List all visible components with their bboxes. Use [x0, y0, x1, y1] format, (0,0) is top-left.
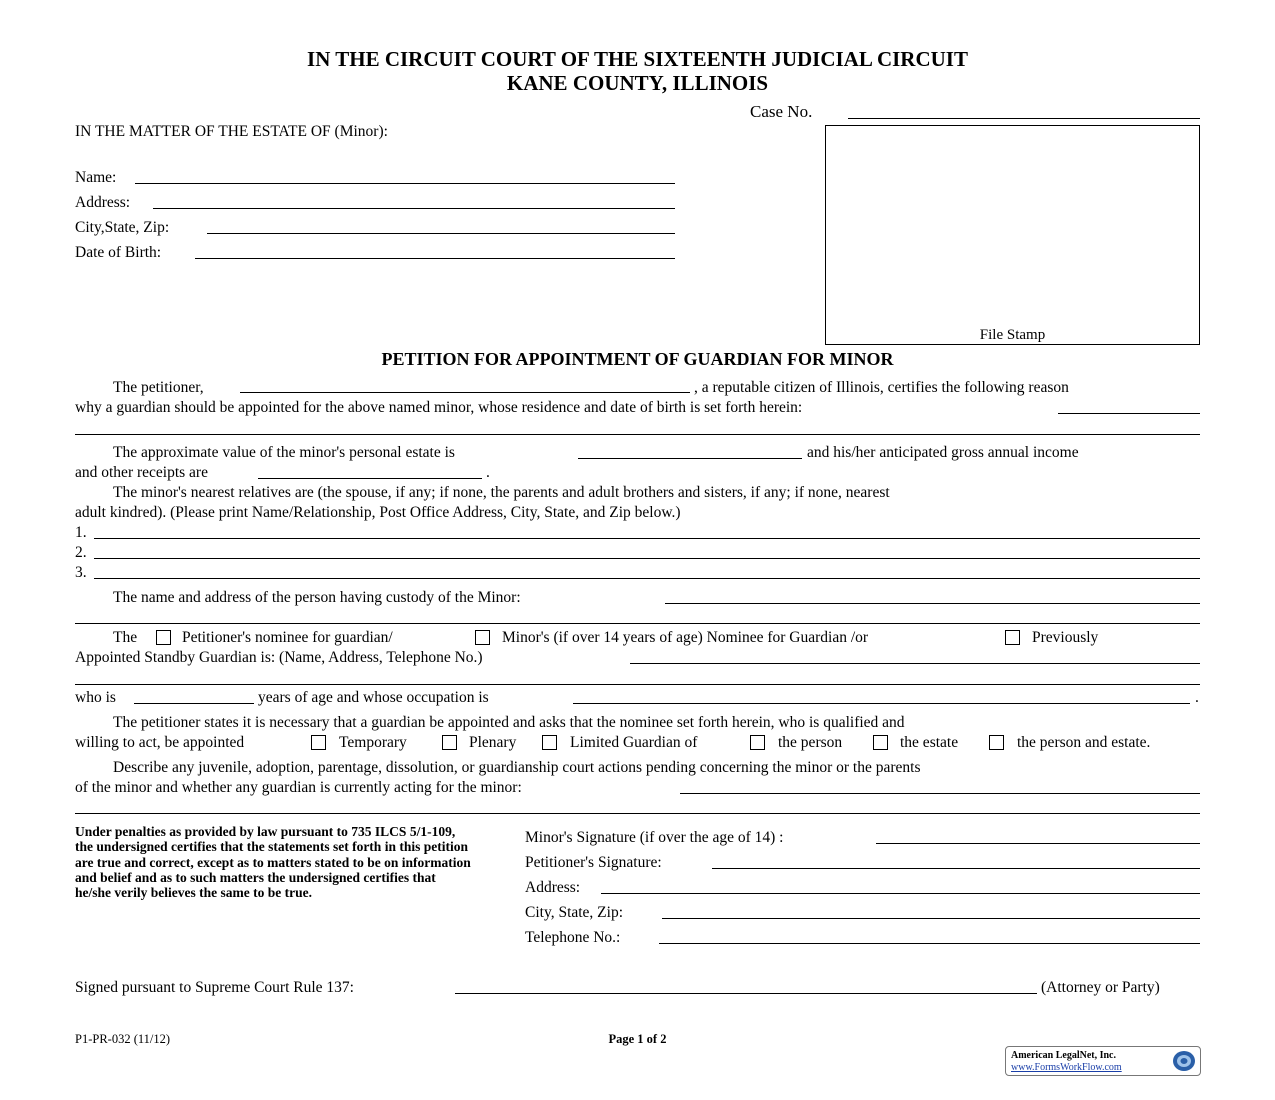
estate-value-text: The approximate value of the minor's personal estate is [113, 444, 455, 461]
globe-icon [1171, 1049, 1197, 1073]
custody-field-line2[interactable] [75, 623, 1200, 624]
signer-telephone-label: Telephone No.: [525, 929, 621, 946]
minor-signature-field[interactable] [876, 843, 1200, 844]
relative-3-number: 3. [75, 564, 87, 581]
nominee-the: The [113, 629, 138, 646]
receipts-text: and other receipts are [75, 464, 208, 481]
estate-value-field[interactable] [578, 458, 802, 459]
court-actions-field[interactable] [680, 793, 1200, 794]
limited-label: Limited Guardian of [570, 734, 698, 751]
logo-url-link[interactable]: www.FormsWorkFlow.com [1011, 1062, 1122, 1073]
signer-city-label: City, State, Zip: [525, 904, 624, 921]
receipts-period: . [486, 464, 490, 481]
temporary-checkbox[interactable] [311, 735, 326, 750]
reason-field[interactable] [1058, 413, 1200, 414]
estate-checkbox[interactable] [873, 735, 888, 750]
limited-checkbox[interactable] [542, 735, 557, 750]
relative-1-number: 1. [75, 524, 87, 541]
case-no-label: Case No. [750, 102, 813, 121]
who-is-text: who is [75, 689, 116, 706]
county-heading: KANE COUNTY, ILLINOIS [506, 71, 769, 95]
standby-guardian-label: Previously [1032, 629, 1099, 646]
petitioner-nominee-label: Petitioner's nominee for guardian/ [182, 629, 393, 646]
court-actions-text-cont: of the minor and whether any guardian is currently acting for the minor: [75, 779, 522, 796]
name-field[interactable] [135, 183, 675, 184]
dob-label: Date of Birth: [75, 244, 162, 261]
relatives-instructions: adult kindred). (Please print Name/Relationship, Post Office Address, City, State, and Zip below.) [75, 504, 681, 521]
dob-field[interactable] [195, 258, 675, 259]
signer-city-field[interactable] [662, 918, 1200, 919]
relative-3-field[interactable] [94, 578, 1200, 579]
necessity-text: The petitioner states it is necessary that a guardian be appointed and asks that the nominee set forth herein, who is qualified and [113, 714, 905, 731]
petitioner-text: The petitioner, [113, 379, 204, 396]
receipts-field[interactable] [258, 478, 482, 479]
case-no-field[interactable] [848, 118, 1200, 119]
custody-text: The name and address of the person having custody of the Minor: [113, 589, 521, 606]
occupation-text: years of age and whose occupation is [258, 689, 489, 706]
address-field[interactable] [153, 208, 675, 209]
rule-137-label: Signed pursuant to Supreme Court Rule 137: [75, 979, 354, 996]
relative-2-field[interactable] [94, 558, 1200, 559]
matter-heading: IN THE MATTER OF THE ESTATE OF (Minor): [75, 123, 388, 140]
nominee-age-field[interactable] [134, 703, 254, 704]
signer-address-field[interactable] [601, 893, 1200, 894]
minor-nominee-checkbox[interactable] [475, 630, 490, 645]
income-text: and his/her anticipated gross annual income [807, 444, 1079, 461]
attorney-or-party-label: (Attorney or Party) [1041, 979, 1160, 996]
reason-text: why a guardian should be appointed for the above named minor, whose residence and date of birth is set forth herein: [75, 399, 803, 416]
person-checkbox[interactable] [750, 735, 765, 750]
address-label: Address: [75, 194, 131, 211]
temporary-label: Temporary [339, 734, 407, 751]
relatives-text: The minor's nearest relatives are (the spouse, if any; if none, the parents and adult brothers and sisters, if any; if none, nearest [113, 484, 890, 501]
custody-field[interactable] [665, 603, 1200, 604]
petitioner-signature-field[interactable] [712, 868, 1200, 869]
form-id: P1-PR-032 (11/12) [75, 1032, 171, 1046]
city-label: City,State, Zip: [75, 219, 170, 236]
signer-telephone-field[interactable] [659, 943, 1200, 944]
file-stamp-box [825, 125, 1200, 345]
person-label: the person [778, 734, 843, 751]
american-legalnet-logo[interactable] [1005, 1046, 1201, 1076]
nominee-field-line2[interactable] [75, 684, 1200, 685]
plenary-checkbox[interactable] [442, 735, 457, 750]
minor-nominee-label: Minor's (if over 14 years of age) Nominee for Guardian /or [502, 629, 869, 646]
court-actions-text: Describe any juvenile, adoption, parentage, dissolution, or guardianship court actions pending concerning the minor or the parents [113, 759, 921, 776]
appointment-text: willing to act, be appointed [75, 734, 245, 751]
occupation-period: . [1195, 689, 1199, 706]
logo-company-name: American LegalNet, Inc. [1011, 1050, 1116, 1061]
signer-address-label: Address: [525, 879, 581, 896]
court-actions-field-line2[interactable] [75, 813, 1200, 814]
page-number: Page 1 of 2 [608, 1032, 667, 1046]
standby-guardian-checkbox[interactable] [1005, 630, 1020, 645]
person-and-estate-checkbox[interactable] [989, 735, 1004, 750]
certification-text: Under penalties as provided by law pursuant to 735 ILCS 5/1-109, the undersigned certifies that the statements set forth in this petition are true and correct, except as to matters stated to be on information and belief and as to such matters the undersigned certifies that he/she verily believes the same to be true. [75, 824, 471, 901]
petitioner-name-field[interactable] [240, 392, 690, 393]
name-label: Name: [75, 169, 117, 186]
petitioner-nominee-checkbox[interactable] [156, 630, 171, 645]
relative-1-field[interactable] [94, 538, 1200, 539]
file-stamp-label: File Stamp [979, 327, 1046, 343]
estate-label: the estate [900, 734, 959, 751]
reason-field-line2[interactable] [75, 434, 1200, 435]
city-field[interactable] [207, 233, 675, 234]
person-and-estate-label: the person and estate. [1017, 734, 1151, 751]
standby-guardian-label-cont: Appointed Standby Guardian is: (Name, Address, Telephone No.) [75, 649, 483, 666]
minor-signature-label: Minor's Signature (if over the age of 14) : [525, 829, 784, 846]
plenary-label: Plenary [469, 734, 517, 751]
nominee-field[interactable] [630, 663, 1200, 664]
rule-137-signature-field[interactable] [455, 993, 1037, 994]
petitioner-text-cont: , a reputable citizen of Illinois, certifies the following reason [694, 379, 1069, 396]
relative-2-number: 2. [75, 544, 87, 561]
occupation-field[interactable] [573, 703, 1190, 704]
court-heading: IN THE CIRCUIT COURT OF THE SIXTEENTH JUDICIAL CIRCUIT [307, 47, 968, 71]
petition-title: PETITION FOR APPOINTMENT OF GUARDIAN FOR MINOR [381, 349, 894, 369]
petitioner-signature-label: Petitioner's Signature: [525, 854, 662, 871]
